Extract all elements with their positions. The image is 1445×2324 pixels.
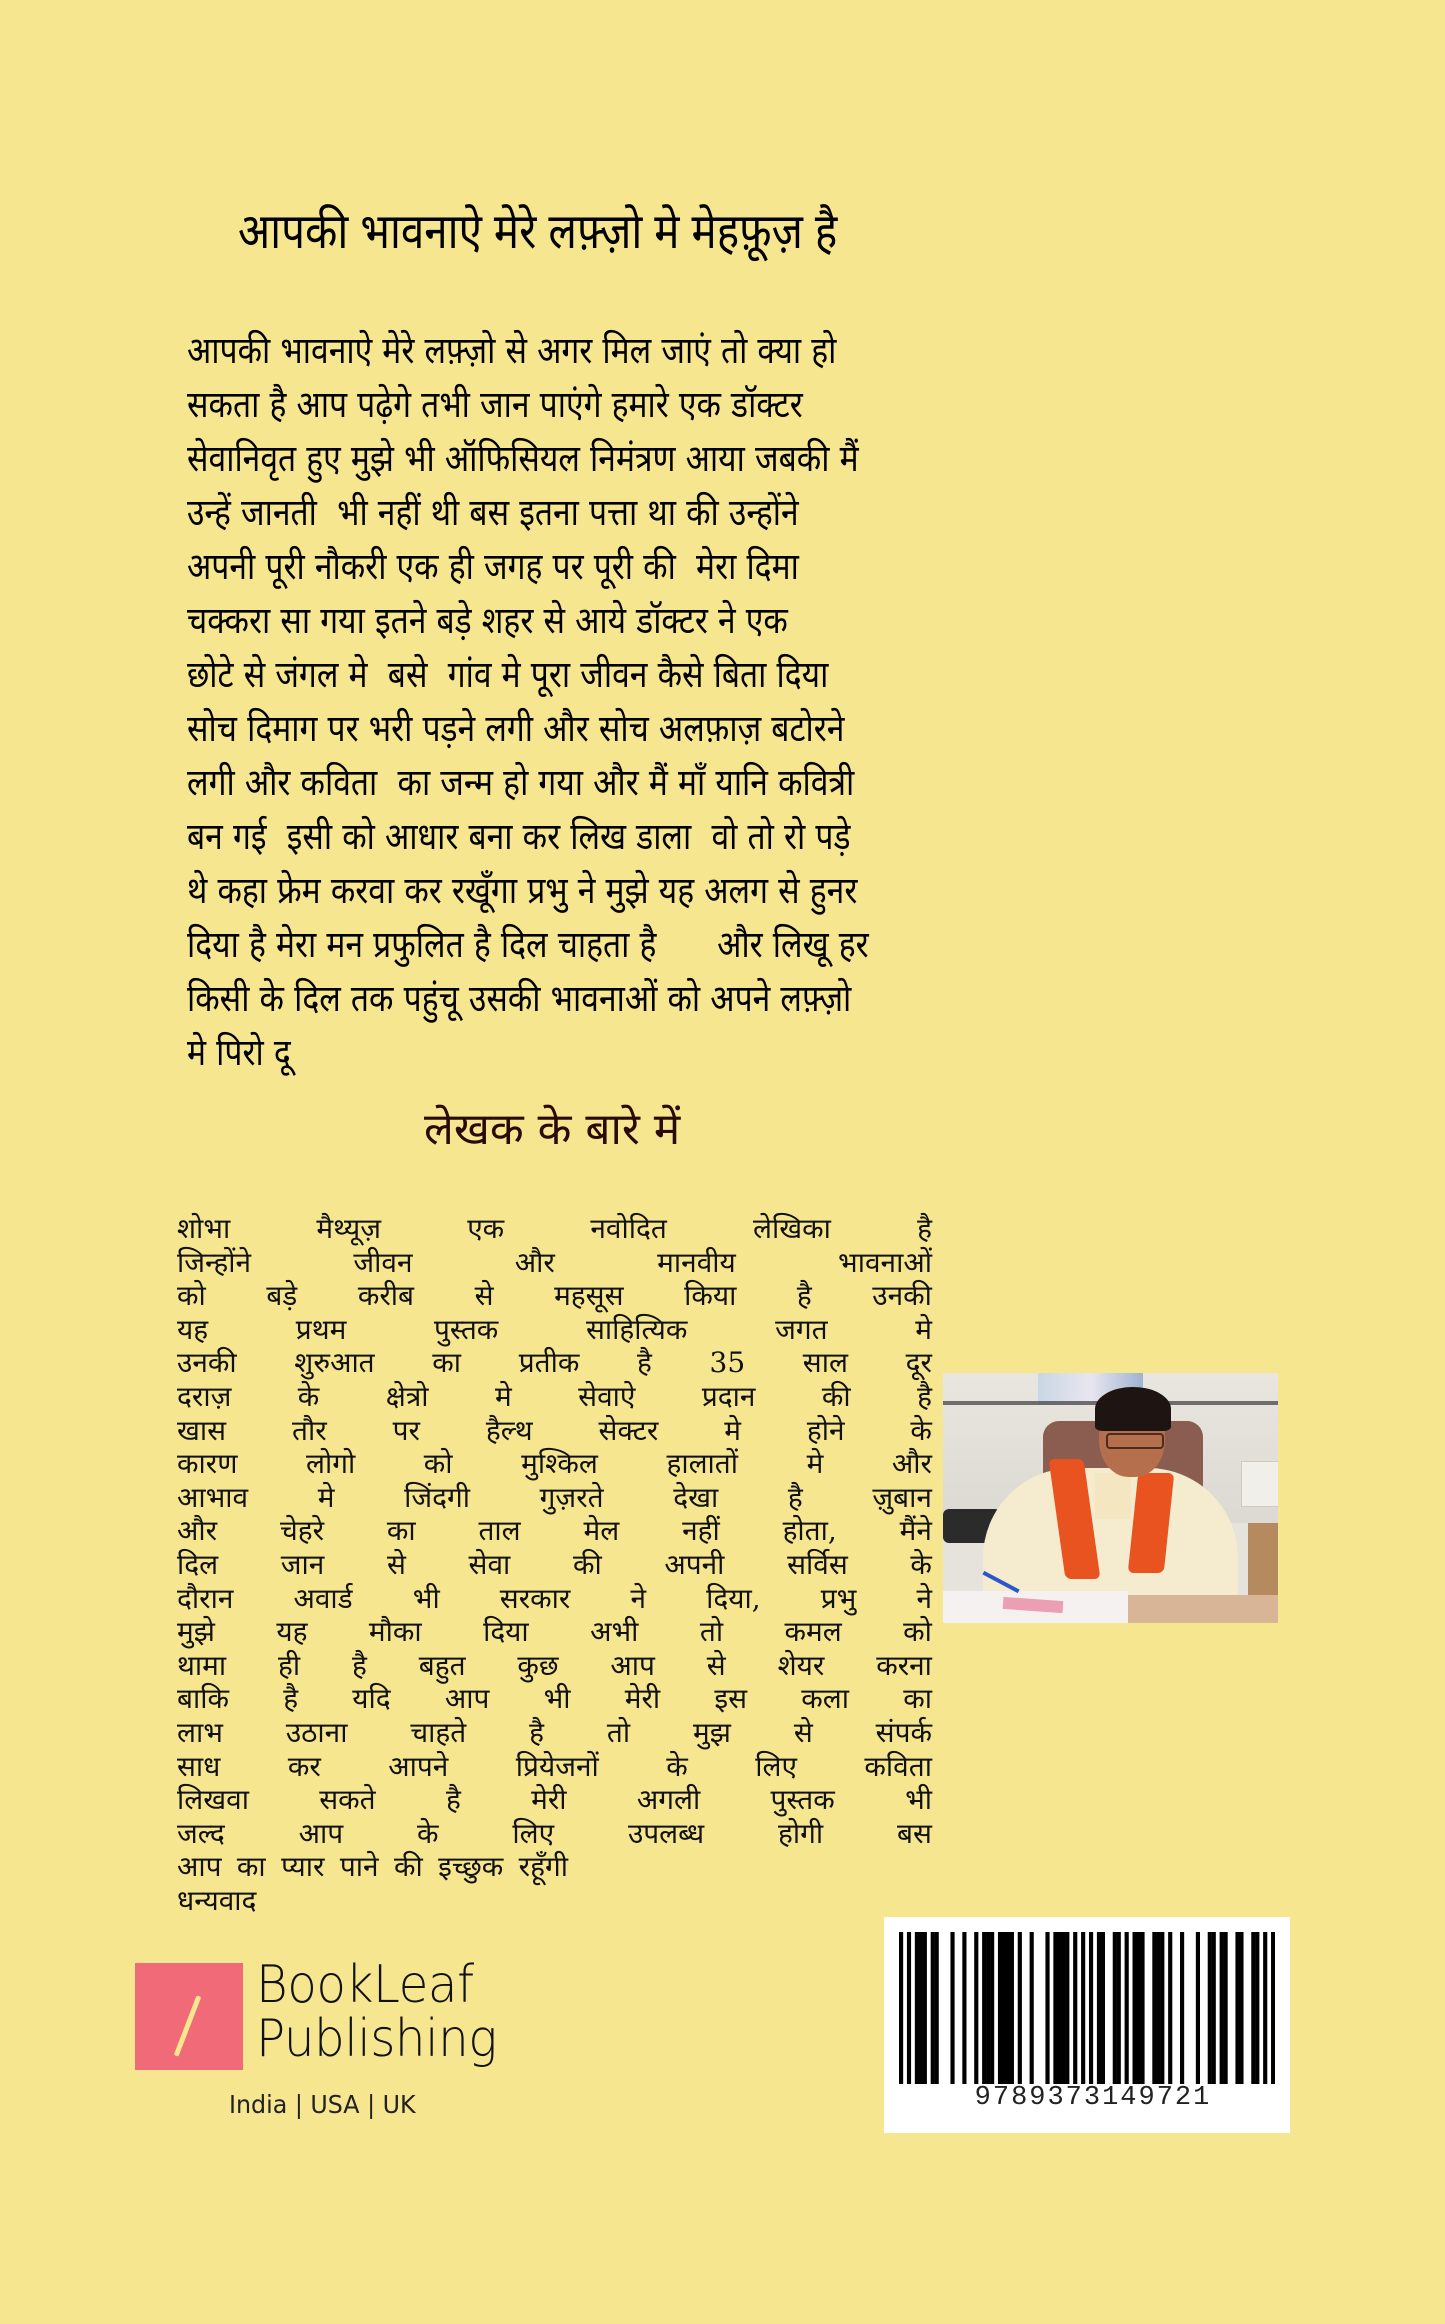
bio-word: प्रभु <box>820 1581 857 1615</box>
barcode-icon <box>899 1932 1275 2084</box>
bio-word: करना <box>876 1648 932 1682</box>
bio-word: जिन्होंने <box>177 1245 252 1279</box>
bio-word: के <box>297 1379 320 1413</box>
blurb-line: सकता है आप पढ़ेगे तभी जान पाएंगे हमारे एक डॉक्टर <box>187 383 803 426</box>
bio-word: मुश्किल <box>521 1447 598 1481</box>
bio-word: मे <box>724 1413 741 1447</box>
bio-word: होता, <box>782 1514 837 1548</box>
slash-icon <box>174 1995 202 2057</box>
bio-word: सेवाऐ <box>578 1379 636 1413</box>
publisher-name <box>256 1955 497 2069</box>
blurb-line: मे पिरो दू <box>187 1031 291 1074</box>
bio-word: नवोदित <box>590 1212 667 1245</box>
bio-word: और <box>177 1514 218 1548</box>
bio-word: भी <box>543 1682 571 1716</box>
bio-word: उनकी <box>177 1346 237 1380</box>
bio-line <box>177 1380 932 1414</box>
bio-word: हालातों <box>666 1447 739 1481</box>
bio-word: लिए <box>755 1749 797 1783</box>
bio-word: अवार्ड <box>293 1581 353 1615</box>
bio-word: खास <box>177 1413 227 1447</box>
bio-word: की <box>572 1547 602 1581</box>
bio-word: ही <box>278 1648 301 1682</box>
bio-word: दिया <box>483 1615 529 1649</box>
bio-word: चाहते <box>410 1715 467 1749</box>
bio-word: कुछ <box>517 1648 559 1682</box>
bio-word: है <box>637 1346 652 1380</box>
bio-word: दौरान <box>177 1581 234 1615</box>
bio-word: यदि <box>352 1682 391 1716</box>
bio-word: का <box>236 1850 266 1884</box>
bio-word: मौका <box>368 1615 422 1649</box>
bio-word: बस <box>897 1816 932 1850</box>
blurb-line: थे कहा फ्रेम करवा कर रखूँगा प्रभु ने मुझे यह अलग से हुनर <box>187 869 858 912</box>
bio-line <box>177 1649 932 1683</box>
bio-line <box>177 1246 932 1280</box>
bio-word: है <box>796 1279 812 1313</box>
bio-word: लेखिका <box>753 1212 831 1245</box>
bio-word: है <box>529 1715 545 1749</box>
bio-word: यह <box>276 1615 308 1649</box>
bio-word: है <box>351 1648 367 1682</box>
bio-word: की <box>821 1379 851 1413</box>
bio-word: तो <box>699 1615 724 1649</box>
bio-word: दूर <box>905 1346 932 1380</box>
bio-word: दराज़ <box>177 1379 232 1413</box>
bio-word: ज़ुबान <box>872 1480 932 1514</box>
bio-word: शेयर <box>777 1648 825 1682</box>
blurb-line: चक्करा सा गया इतने बड़े शहर से आये डॉक्टर ने एक <box>187 599 788 642</box>
bio-word: प्रथम <box>295 1312 347 1346</box>
bio-word: का <box>903 1682 932 1716</box>
bio-word: के <box>666 1749 688 1783</box>
bio-line <box>177 1279 932 1313</box>
bio-word: पुस्तक <box>434 1312 499 1346</box>
author-photo <box>943 1373 1278 1623</box>
bio-word: मैंने <box>899 1514 932 1548</box>
bio-word: प्रदान <box>701 1379 756 1413</box>
bio-word: साहित्यिक <box>585 1312 688 1346</box>
bio-line <box>177 1750 932 1784</box>
bio-word: सरकार <box>499 1581 571 1615</box>
blurb-line: बन गई इसी को आधार बना कर लिख डाला वो तो रो पड़े <box>187 815 851 858</box>
bio-word: महसूस <box>554 1279 624 1313</box>
bio-word: के <box>416 1816 439 1850</box>
bio-word: थामा <box>177 1648 227 1682</box>
bio-word: ने <box>630 1581 647 1615</box>
bio-line <box>177 1414 932 1448</box>
bio-word: पाने <box>339 1850 379 1884</box>
bio-word: शोभा <box>177 1212 231 1245</box>
bio-line <box>177 1884 932 1918</box>
bio-word: से <box>474 1279 494 1313</box>
bio-line <box>177 1783 932 1817</box>
bio-word: रहूँगी <box>518 1850 569 1884</box>
bio-word: उपलब्ध <box>627 1816 705 1850</box>
bio-word: करीब <box>357 1279 415 1313</box>
bio-word: को <box>423 1447 453 1481</box>
bio-word: मे <box>806 1447 824 1481</box>
photo-switchboard <box>1241 1461 1278 1507</box>
bio-line <box>177 1716 932 1750</box>
bio-word: का <box>386 1514 416 1548</box>
bio-word: तो <box>606 1715 631 1749</box>
bio-word: आप <box>444 1682 490 1716</box>
bio-word: कमल <box>784 1615 842 1649</box>
bio-word: मुझ <box>693 1715 731 1749</box>
bio-word: लिखवा <box>177 1783 249 1817</box>
bio-word: देखा <box>673 1480 719 1514</box>
bio-word: अगली <box>636 1783 701 1817</box>
bio-word: पर <box>392 1413 420 1447</box>
blurb-line: सेवानिवृत हुए मुझे भी ऑफिसियल निमंत्रण आया जबकी मैं <box>187 437 859 480</box>
isbn-barcode <box>884 1917 1290 2133</box>
bio-word: आभाव <box>177 1480 249 1514</box>
bio-word: से <box>706 1648 726 1682</box>
bio-word: मुझे <box>177 1615 215 1649</box>
bio-word: जगत <box>775 1312 828 1346</box>
bio-word: प्रियेजनों <box>515 1749 599 1783</box>
bio-word: मे <box>494 1379 512 1413</box>
bio-word: मेरी <box>531 1783 567 1817</box>
bio-word: 35 <box>709 1346 746 1380</box>
bio-word: और <box>891 1447 932 1481</box>
bio-word: प्यार <box>281 1850 325 1884</box>
bio-word: को <box>903 1615 932 1649</box>
bio-word: से <box>793 1715 813 1749</box>
bio-word: धन्यवाद <box>177 1883 257 1917</box>
bio-word: साध <box>177 1749 221 1783</box>
bio-word: की <box>393 1850 423 1884</box>
blurb-line: छोटे से जंगल मे बसे गांव मे पूरा जीवन कैसे बिता दिया <box>187 653 829 696</box>
bio-word: के <box>910 1547 932 1581</box>
bio-word: क्षेत्रो <box>385 1379 429 1413</box>
bio-word: है <box>787 1480 803 1514</box>
bio-word: है <box>283 1682 299 1716</box>
bio-line <box>177 1682 932 1716</box>
bio-word: सेक्टर <box>598 1413 659 1447</box>
bio-word: से <box>386 1547 406 1581</box>
bio-word: आपने <box>388 1749 449 1783</box>
bio-word: के <box>910 1413 932 1447</box>
bio-word: किया <box>684 1279 737 1313</box>
bio-word: अभी <box>590 1615 639 1649</box>
publisher-regions: India | USA | UK <box>229 2090 416 2119</box>
bio-word: ताल <box>478 1514 521 1548</box>
bio-line <box>177 1346 932 1380</box>
bio-word: जान <box>280 1547 325 1581</box>
bio-line <box>177 1850 932 1884</box>
bio-word: जिंदगी <box>404 1480 471 1514</box>
blurb-line: दिया है मेरा मन प्रफुलित है दिल चाहता है और लिखू हर <box>187 923 869 966</box>
bio-word: मैथ्यूज़ <box>316 1212 381 1245</box>
bio-word: इच्छुक <box>438 1850 504 1884</box>
bio-word: प्रतीक <box>518 1346 580 1380</box>
bio-word: लोगो <box>305 1447 356 1481</box>
bio-word: यह <box>177 1312 209 1346</box>
about-author-heading: लेखक के बारे में <box>424 1104 681 1155</box>
isbn-number: 9789373149721 <box>974 2083 1212 2113</box>
bio-line <box>177 1582 932 1616</box>
photo-glasses <box>1106 1433 1164 1449</box>
bio-word: संपर्क <box>875 1715 932 1749</box>
bio-word: होने <box>806 1413 845 1447</box>
bio-line <box>177 1514 932 1548</box>
bio-word: लाभ <box>177 1715 223 1749</box>
bio-line <box>177 1481 932 1515</box>
bio-word: कला <box>801 1682 850 1716</box>
bio-word: लिए <box>512 1816 555 1850</box>
bio-word: चेहरे <box>279 1514 325 1548</box>
bio-word: साल <box>802 1346 848 1380</box>
bio-word: ने <box>916 1581 932 1615</box>
bio-word: उनकी <box>872 1279 932 1313</box>
bio-word: उठाना <box>285 1715 348 1749</box>
blurb-line: आपकी भावनाऐ मेरे लफ़्ज़ो से अगर मिल जाएं तो क्या हो <box>187 329 837 372</box>
bio-line <box>177 1447 932 1481</box>
blurb-paragraph <box>187 324 1337 1080</box>
bio-word: पुस्तक <box>770 1783 835 1817</box>
bio-word: सेवा <box>468 1547 511 1581</box>
bio-word: भावनाओं <box>838 1245 932 1279</box>
bio-word: का <box>432 1346 462 1380</box>
bio-word: इस <box>714 1682 748 1716</box>
bio-word: बड़े <box>266 1279 298 1313</box>
blurb-line: अपनी पूरी नौकरी एक ही जगह पर पूरी की मेरा दिमा <box>187 545 799 588</box>
publisher-name-line1: BookLeaf <box>256 1955 474 2015</box>
bio-word: कर <box>287 1749 321 1783</box>
bio-word: मेल <box>583 1514 620 1548</box>
bio-line <box>177 1313 932 1347</box>
bio-word: जीवन <box>353 1245 413 1279</box>
bio-word: कारण <box>177 1447 238 1481</box>
bio-word: जल्द <box>177 1816 225 1850</box>
bio-word: मानवीय <box>657 1245 736 1279</box>
bio-word: है <box>445 1783 461 1817</box>
bio-line <box>177 1548 932 1582</box>
bio-word: बाकि <box>177 1682 229 1716</box>
bio-word: मे <box>317 1480 335 1514</box>
bio-word: गुज़रते <box>539 1480 604 1514</box>
bio-word: नहीं <box>682 1514 720 1548</box>
bio-word: आप <box>177 1850 222 1884</box>
bio-word: आप <box>610 1648 655 1682</box>
bio-word: बहुत <box>418 1648 466 1682</box>
bio-line <box>177 1817 932 1851</box>
bio-word: सकते <box>319 1783 376 1817</box>
bio-word: कविता <box>864 1749 932 1783</box>
bio-word: सर्विस <box>787 1547 848 1581</box>
bio-word: मेरी <box>624 1682 661 1716</box>
bio-word: दिया, <box>706 1581 761 1615</box>
bio-word: हैल्थ <box>485 1413 533 1447</box>
bio-word: है <box>917 1212 932 1245</box>
book-title: आपकी भावनाऐ मेरे लफ़्ज़ो मे मेहफ़ूज़ है <box>238 203 838 260</box>
bio-word: और <box>514 1245 555 1279</box>
photo-person-neck <box>1095 1473 1131 1519</box>
photo-person-hair <box>1095 1387 1171 1431</box>
publisher-logo-mark <box>135 1963 243 2070</box>
bio-word: आप <box>298 1816 344 1850</box>
blurb-line: लगी और कविता का जन्म हो गया और मैं माँ यानि कवित्री <box>187 761 855 804</box>
bio-word: अपनी <box>664 1547 725 1581</box>
author-bio <box>177 1212 932 1917</box>
bio-word: होगी <box>778 1816 824 1850</box>
bio-word: है <box>917 1379 932 1413</box>
bio-word: एक <box>467 1212 505 1245</box>
bio-word: भी <box>905 1783 932 1817</box>
blurb-line: उन्हें जानती भी नहीं थी बस इतना पत्ता था की उन्होंने <box>187 491 799 534</box>
blurb-line: किसी के दिल तक पहुंचू उसकी भावनाओं को अपने लफ़्ज़ो <box>187 977 852 1020</box>
bio-word: तौर <box>292 1413 327 1447</box>
bio-word: दिल <box>177 1547 219 1581</box>
bio-line <box>177 1212 932 1246</box>
blurb-line: सोच दिमाग पर भरी पड़ने लगी और सोच अलफ़ाज़ बटोरने <box>187 707 845 750</box>
bio-word: को <box>177 1279 206 1313</box>
bio-word: भी <box>412 1581 440 1615</box>
bio-line <box>177 1615 932 1649</box>
bio-word: शुरुआत <box>294 1346 375 1380</box>
publisher-name-line2: Publishing <box>256 2009 497 2069</box>
bio-word: मे <box>915 1312 932 1346</box>
